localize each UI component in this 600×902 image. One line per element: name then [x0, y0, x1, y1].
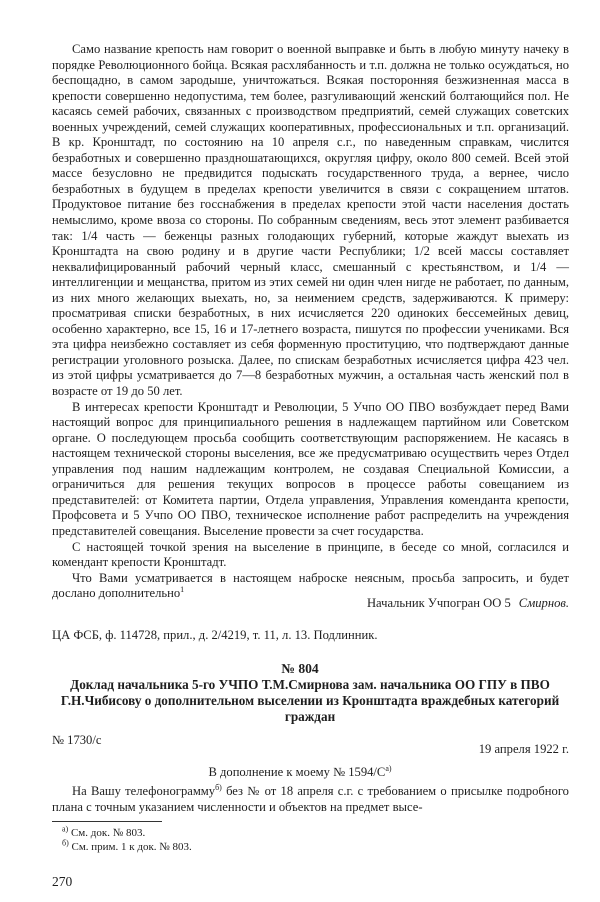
footnote-b-text: См. прим. 1 к док. № 803.	[71, 841, 192, 853]
document-date: 19 апреля 1922 г.	[478, 742, 569, 756]
footnote-a	[62, 826, 192, 840]
signature-name: Смирнов.	[518, 596, 569, 610]
footnote-ref-a: а)	[385, 763, 392, 773]
lead-before: На Вашу телефонограмму	[72, 784, 216, 798]
paragraph-4-text: Что Вами усматривается в настоящем наброске неясным, просьба запросить, и будет дослано дополнительно	[52, 570, 569, 601]
addition-text: В дополнение к моему № 1594/С	[208, 765, 386, 779]
paragraph-2: В интересах крепости Кронштадт и Революции, 5 Учпо ОО ПВО возбуждает перед Вами настоящий вопрос для принципиального решения в надлежащем партийном или Советском органе. О последующем просьба сообщить соответствующим распоряжением. Не касаясь в настоящем технической стороны выселения, все же предусматриваю осуществить через Отдел управления под нашим надлежащим контролем, не создавая Специальной Комиссии, а ограничиться для решения текущих вопросов в процессе работы совещанием из представителей: от Комитета партии, Отдела управления, Управления коменданта крепости, Профсовета и 5 Учпо ОО ПВО, техническое исполнение работ распределить на учреждения представителей совещания. Выселение провести за счет государства.	[52, 399, 569, 538]
registration-number: № 1730/с	[52, 733, 102, 747]
report-body	[52, 42, 569, 602]
signature-position: Начальник Учпогран ОО 5	[366, 596, 511, 610]
lead-paragraph	[52, 784, 569, 815]
document-title: Доклад начальника 5-го УЧПО Т.М.Смирнова зам. начальника ОО ГПУ в ПВО Г.Н.Чибисову о дополнительном выселении из Кронштадта враждебных категорий граждан	[60, 677, 560, 725]
addition-line	[0, 765, 600, 780]
paragraph-1: Само название крепость нам говорит о военной выправке и быть в любую минуту начеку в порядке Революционного бойца. Всякая расхлябанность и т.п. должна не только осуждаться, но беспощадно, в самом зародыше, уничтожаться. Всякая посторонняя безжизненная масса в крепости совершенно недопустима, тем более, разгуливающий женский болтающийся пол. Не касаясь семей рабочих, связанных с производством предприятий, семей служащих советских военных учреждений, семей служащих кооперативных, профессиональных и т.п. организаций. В кр. Кронштадт, по состоянию на 10 апреля с.г., по наведенным справкам, числится безработных и совершенно праздношатающихся, округляя цифру, около 800 семей. Всей этой массе безусловно не предвидится подыскать государственного труда, а вернее, число безработных в будущем в пределах крепости увеличится в связи с сокращением штатов. Продуктовое питание без госснабжения в пределах крепости этой части населения достать немыслимо, кроме ввоза со стороны. По собранным сведениям, весь этот элемент разбивается так: 1/4 часть — беженцы разных голодающих губерний, которые жаждут выехать из Кронштадта на свою родину и в другие части Республики; 1/2 всей массы составляет неквалифицированный рабочий черный класс, смешанный с крестьянством, и 1/4 — интеллигенции и мещанства, притом из этих семей ни один член нигде не работает, по данным, из них много желающих выехать, но, за неимением средств, задерживаются. К примеру: просматривая списки безработных, в них исчисляется 220 одиноких бессемейных девиц, особенно характерно, все 15, 16 и 17-летнего возраста, пишутся по профессии учениками. Вся эта цифра неизбежно составляет из себя форменную проституцию, что подтверждают данные регистрации уголовного розыска. Далее, по спискам безработных исчисляется цифра 423 чел. из этой цифры усматривается до 7—8 безработных мужчин, а остальная часть женский пол в возрасте от 19 до 50 лет.	[52, 42, 569, 399]
page-number: 270	[52, 874, 73, 889]
paragraph-3: С настоящей точкой зрения на выселение в принципе, в беседе со мной, согласился и комендант крепости Кронштадт.	[52, 539, 569, 570]
archive-source: ЦА ФСБ, ф. 114728, прил., д. 2/4219, т. 11, л. 13. Подлинник.	[52, 628, 378, 642]
signature	[367, 596, 569, 611]
footnote-b-mark: б)	[62, 838, 69, 848]
document-number: № 804	[281, 661, 319, 676]
footnotes	[62, 826, 192, 854]
footnote-divider	[52, 821, 162, 822]
footnote-ref-1: 1	[180, 584, 185, 594]
footnote-a-mark: а)	[62, 824, 69, 834]
footnote-ref-b: б)	[215, 782, 222, 792]
lead-after: без № от 18 апреля с.г. с требованием о присылке подробного плана с точным указанием численности и объектов на предмет высе-	[52, 784, 569, 814]
footnote-a-text: См. док. № 803.	[70, 827, 146, 839]
footnote-b	[62, 840, 192, 854]
